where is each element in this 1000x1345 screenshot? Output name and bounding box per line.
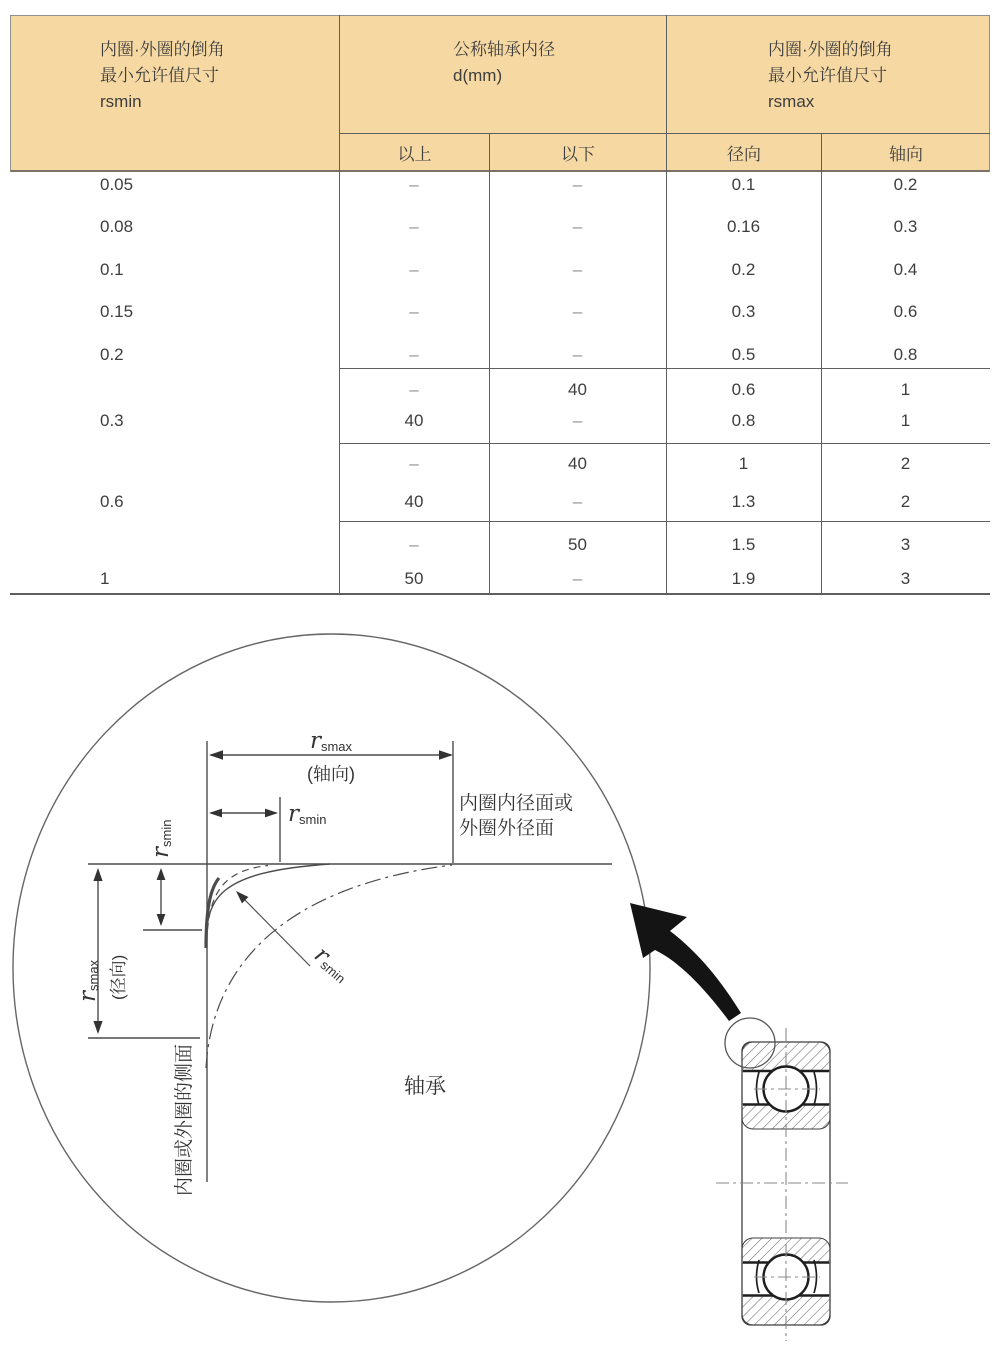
cell-axial: 0.3 (893, 217, 918, 236)
cell-axial: 0.2 (893, 175, 918, 194)
cell-above: – (409, 535, 419, 554)
label-side-face: 内圈或外圈的侧面 (174, 1043, 195, 1196)
cell-below: 40 (568, 454, 587, 473)
subheader-below: 以下 (561, 144, 595, 164)
cell-above: – (409, 302, 419, 321)
cell-radial: 0.16 (726, 217, 761, 236)
cell-above: – (409, 380, 419, 399)
cell-rsmin: 0.3 (100, 411, 124, 430)
label-rsmax-axial: rsmax (309, 728, 353, 754)
chamfer-corner-accent (206, 878, 219, 948)
cell-below: – (572, 492, 583, 511)
header-rsmin-title: 内圈·外圈的倒角 最小允许值尺寸 rsmin (100, 40, 225, 111)
table-row (10, 380, 990, 400)
dimension-arrowheads (93, 750, 453, 1034)
cell-radial: 0.5 (731, 345, 756, 364)
cell-axial: 3 (900, 569, 911, 588)
cell-above: – (409, 454, 419, 473)
label-axial-paren: (轴向) (307, 764, 355, 784)
table-row (10, 492, 990, 512)
cell-radial: 0.1 (731, 175, 756, 194)
chamfer-diagram (0, 600, 1000, 1345)
group-separator-1 (339, 368, 990, 369)
table-row (10, 535, 990, 555)
cell-axial: 3 (900, 535, 911, 554)
cell-radial: 1.9 (731, 569, 756, 588)
cell-radial: 0.2 (731, 260, 756, 279)
table-bottom-border (10, 593, 990, 595)
table-row (10, 345, 990, 365)
label-rsmax-radial: rsmax (75, 959, 101, 1002)
cell-above: – (409, 345, 419, 364)
cell-rsmin: 1 (100, 569, 110, 588)
label-rsmin-vertical: rsmin (148, 819, 174, 858)
cell-radial: 1 (738, 454, 749, 473)
table-row (10, 260, 990, 280)
cell-axial: 1 (900, 380, 911, 399)
subheader-above: 以上 (397, 144, 432, 164)
cell-below: – (572, 411, 583, 430)
chamfer-dimension-table (10, 15, 990, 595)
cell-above: – (409, 217, 419, 236)
subheader-divider-line (339, 133, 990, 134)
cell-radial: 0.8 (731, 411, 756, 430)
label-radial-paren: (径向) (109, 954, 128, 1000)
group-separator-3 (339, 521, 990, 522)
cell-rsmin: 0.2 (100, 345, 124, 364)
cell-radial: 0.6 (731, 380, 756, 399)
cell-above: – (409, 260, 419, 279)
cell-rsmin: 0.1 (100, 260, 124, 279)
cell-below: 40 (568, 380, 587, 399)
cell-rsmin: 0.6 (100, 492, 124, 511)
cell-above: 50 (404, 569, 424, 588)
label-rsmin-horizontal: rsmin (288, 801, 327, 827)
group-separator-2 (339, 443, 990, 444)
bearing-cross-section (716, 1018, 848, 1341)
cell-below: – (572, 302, 583, 321)
table-row (10, 175, 990, 195)
magnify-arrow (630, 903, 741, 1021)
cell-axial: 0.4 (893, 260, 918, 279)
table-row (10, 217, 990, 237)
cell-above: – (409, 175, 419, 194)
cell-axial: 2 (900, 492, 911, 511)
header-bore-title: 公称轴承内径 d(mm) (453, 40, 555, 85)
label-surface-line2: 外圈外径面 (459, 818, 555, 839)
table-row (10, 411, 990, 431)
cell-above: 40 (404, 492, 424, 511)
cell-radial: 1.5 (731, 535, 756, 554)
cell-axial: 0.6 (893, 302, 918, 321)
table-row (10, 569, 990, 589)
cell-axial: 1 (900, 411, 911, 430)
cell-below: – (572, 345, 583, 364)
cell-below: 50 (568, 535, 587, 554)
cell-below: – (572, 175, 583, 194)
rsmin-leader-line (242, 897, 310, 966)
cell-radial: 0.3 (731, 302, 756, 321)
cell-axial: 2 (900, 454, 911, 473)
chamfer-curve-dashed (208, 866, 269, 931)
cell-above: 40 (404, 411, 424, 430)
cell-rsmin: 0.15 (100, 302, 134, 321)
table-row (10, 454, 990, 474)
table-row (10, 302, 990, 322)
label-rsmin-leader: rsmin (309, 941, 349, 987)
label-bearing: 轴承 (404, 1075, 446, 1098)
cell-axial: 0.8 (893, 345, 918, 364)
subheader-axial: 轴向 (889, 144, 923, 164)
cell-below: – (572, 569, 583, 588)
subheader-radial: 径向 (727, 144, 761, 164)
cell-below: – (572, 260, 583, 279)
cell-radial: 1.3 (731, 492, 756, 511)
cell-below: – (572, 217, 583, 236)
label-surface-line1: 内圈内径面或 (459, 793, 574, 814)
cell-rsmin: 0.08 (100, 217, 134, 236)
cell-rsmin: 0.05 (100, 175, 134, 194)
header-rsmax-title: 内圈·外圈的倒角 最小允许值尺寸 rsmax (768, 40, 893, 111)
